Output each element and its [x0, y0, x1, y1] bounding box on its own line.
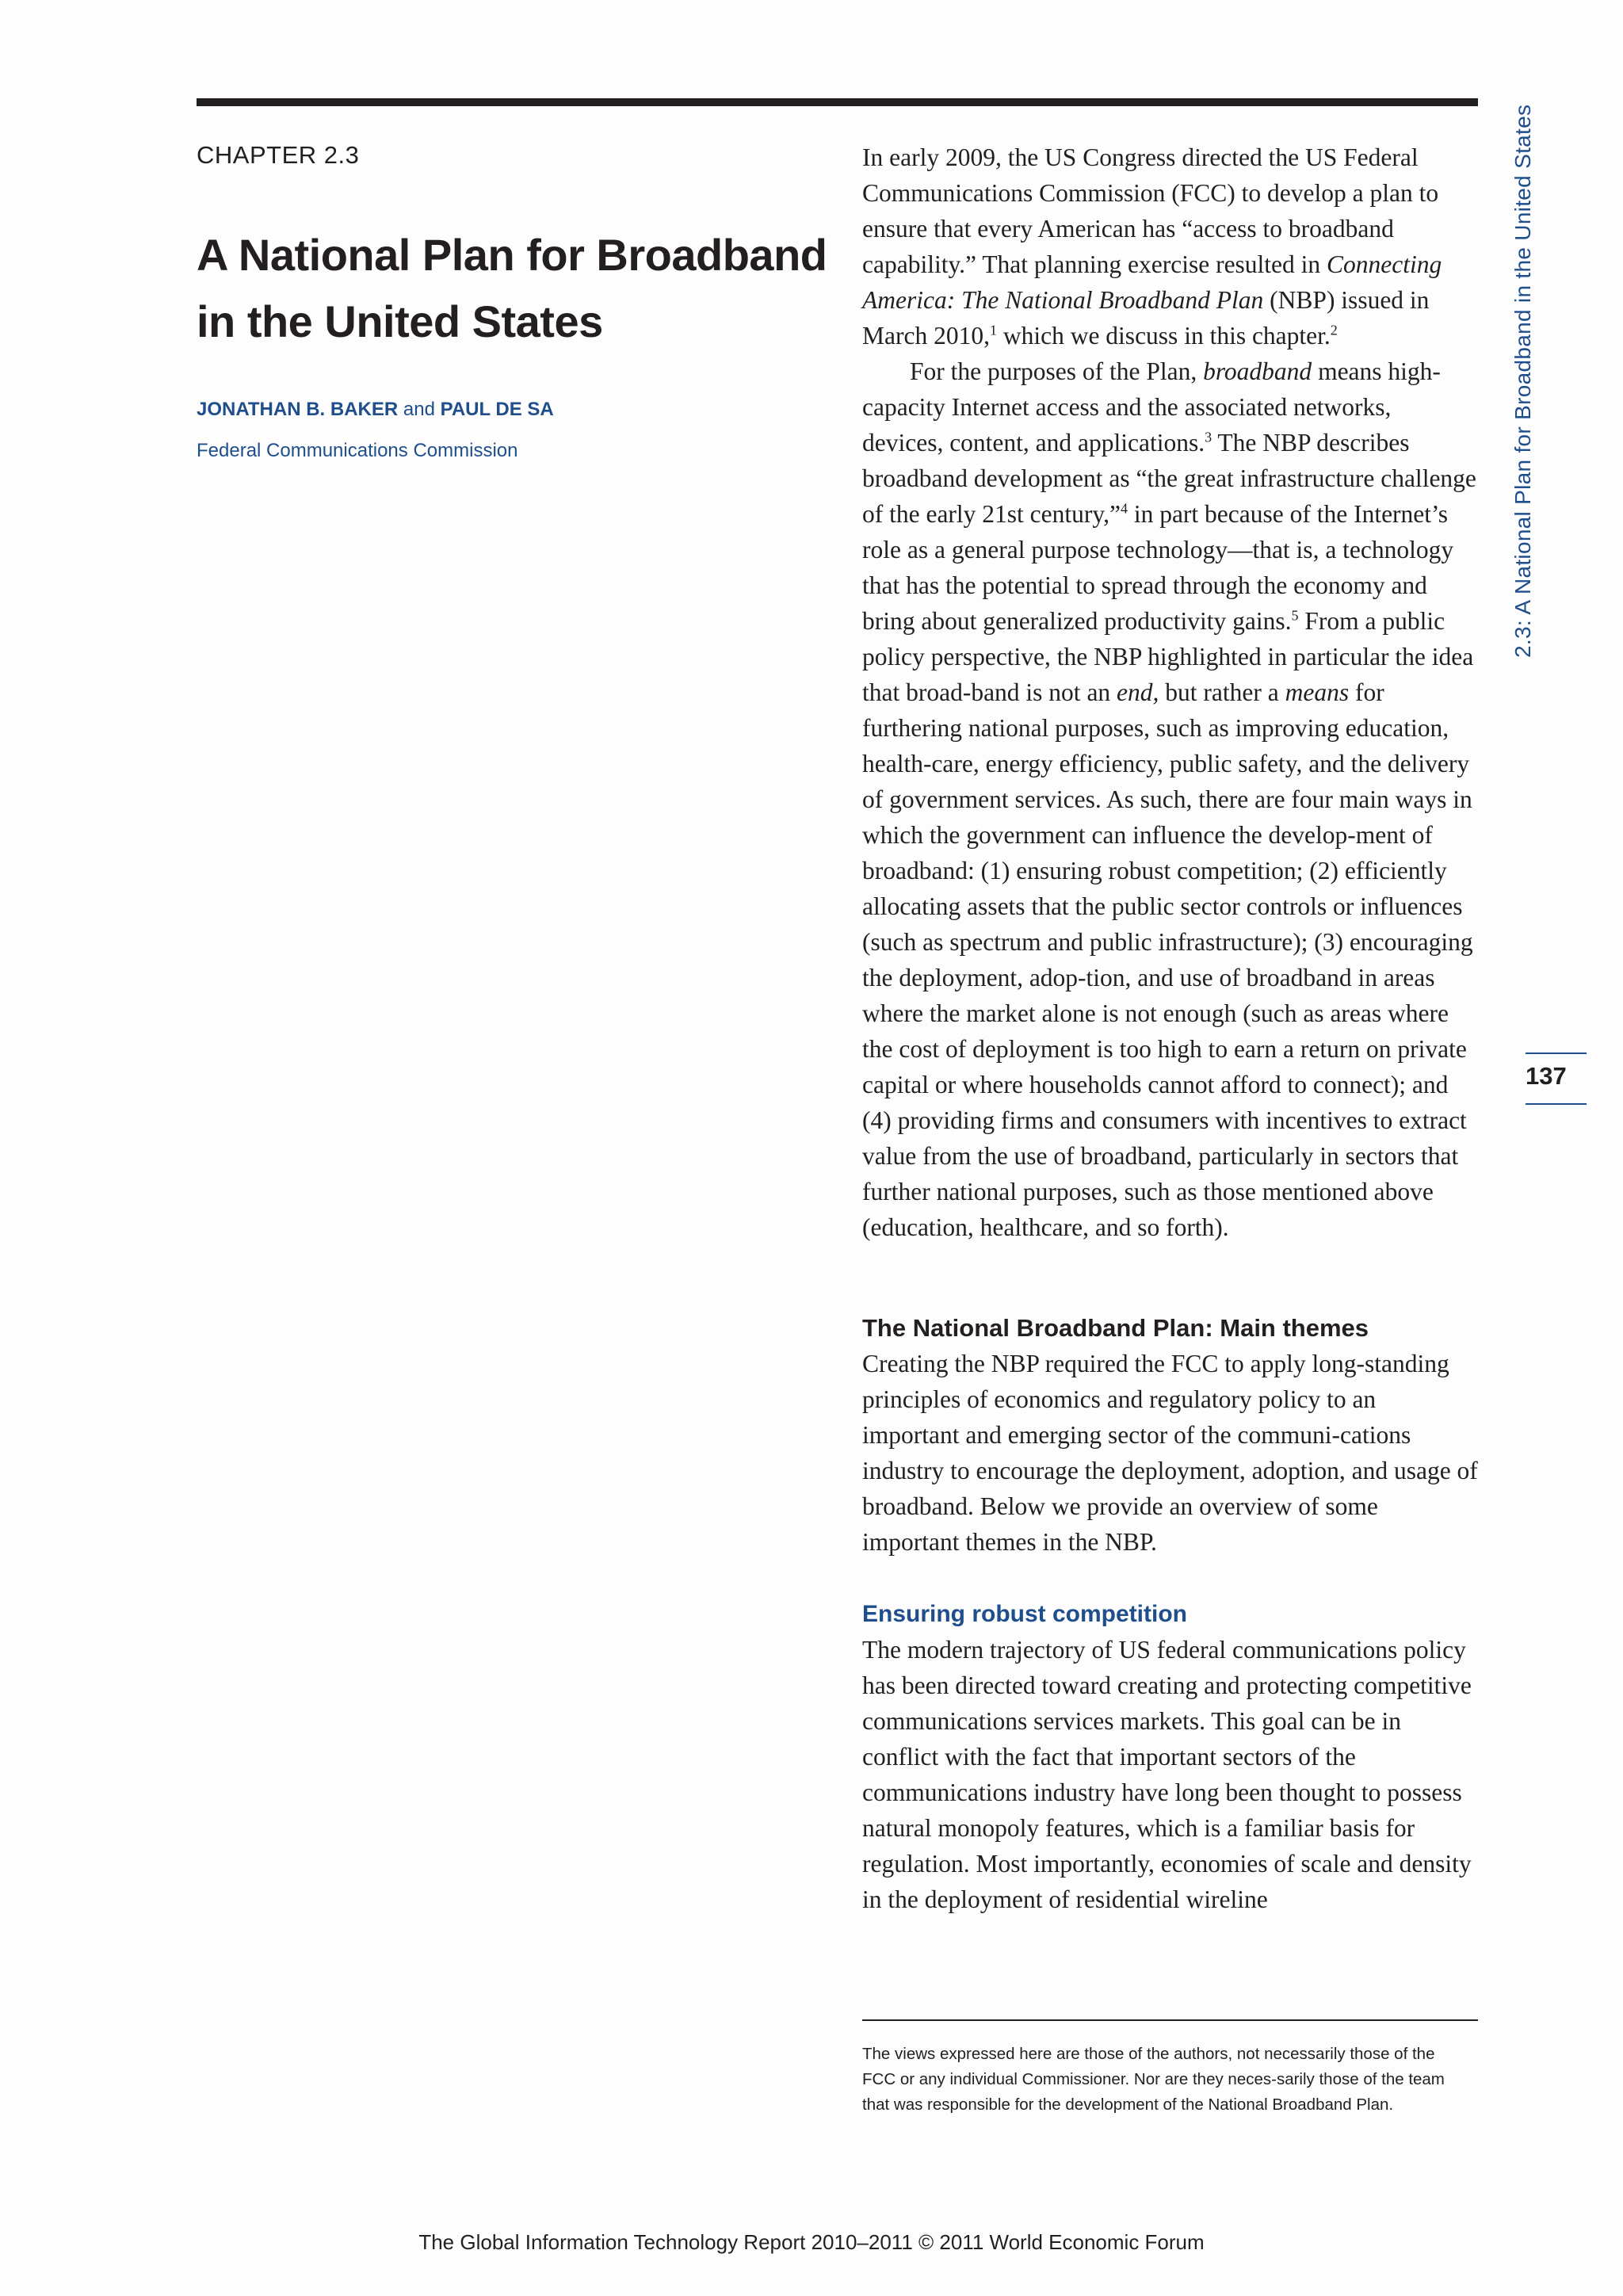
footnote-ref: 2	[1330, 322, 1338, 338]
top-rule	[197, 98, 1478, 106]
author-1: JONATHAN B. BAKER	[197, 399, 399, 420]
paragraph-2: For the purposes of the Plan, broadband means high-capacity Internet access and the associated networks, devices, content, and applications.$^3$ The NBP describes broadband development as “the great infrastructure challenge of the early 21st century,”$^4$ in part because of the Internet’s role as a general purpose technology—that is, a technology that has the potential to spread through the economy and bring about generalized productivity gains.$^5$ From a public policy perspective, the NBP highlighted in particular the idea that broad-band is not an end, but rather a means for furthering national purposes, such as improving education, health-care, energy efficiency, public safety, and the delivery of government services. As such, there are four main ways in which the government can influence the develop-ment of broadband: (1) ensuring robust competition; (2) efficiently allocating assets that the public sector controls or influences (such as spectrum and public infrastructure); (3) encouraging the deployment, adop-tion, and use of broadband in areas where the market alone is not enough (such as areas where the cost of deployment is too high to earn a return on private capital or where households cannot afford to connect); and (4) providing firms and consumers with incentives to extract value from the use of broadband, particularly in sectors that further national purposes, such as those mentioned above (education, healthcare, and so forth).	[862, 357, 1476, 1241]
page-footer: The Global Information Technology Report 2010–2011 © 2011 World Economic Forum	[418, 2230, 1205, 2254]
chapter-label: CHAPTER 2.3	[197, 141, 360, 169]
paragraph-3: Creating the NBP required the FCC to apply long-standing principles of economics and regulatory policy to an important and emerging sector of the communi-cations industry to encourage the deployment, adoption, and usage of broadband. Below we provide an overview of some important themes in the NBP.	[862, 1350, 1478, 1556]
main-text	[862, 139, 1478, 1917]
paragraph-1: In early 2009, the US Congress directed the US Federal Communications Commission (FCC) to develop a plan to ensure that every American has “access to broadband capability.” That planning exercise resulted in Connecting America: The National Broadband Plan (NBP) issued in March 2010,$^1$ which we discuss in this chapter.$^2$	[862, 143, 1442, 350]
page-number-rule-top	[1526, 1052, 1587, 1054]
footnote: The views expressed here are those of the authors, not necessarily those of the FCC or any individual Commissioner. Nor are they neces-sarily those of the team that was responsible for the development of the National Broadband Plan.	[862, 2045, 1445, 2114]
footnote-ref: 1	[989, 322, 997, 338]
affiliation: Federal Communications Commission	[197, 440, 518, 461]
footnote-rule	[862, 2019, 1478, 2021]
footnote-ref: 5	[1291, 607, 1299, 624]
sub-heading: Ensuring robust competition	[862, 1601, 1187, 1627]
page-number-rule-bottom	[1526, 1103, 1587, 1105]
page-number: 137	[1526, 1062, 1567, 1090]
section-heading: The National Broadband Plan: Main themes	[862, 1314, 1369, 1342]
chapter-header	[197, 141, 831, 462]
author-2: PAUL DE SA	[440, 399, 554, 420]
chapter-title: A National Plan for Broadband in the United States	[197, 230, 827, 346]
footnote-ref: 3	[1205, 429, 1212, 445]
running-head-text: 2.3: A National Plan for Broadband in the United States	[1510, 104, 1535, 658]
paragraph-4: The modern trajectory of US federal communications policy has been directed toward creating and protecting competitive communications services markets. This goal can be in conflict with the fact that important sectors of the communications industry have long been thought to possess natural monopoly features, which is a familiar basis for regulation. Most importantly, economies of scale and density in the deployment of residential wireline	[862, 1636, 1472, 1913]
footnote-ref: 4	[1120, 500, 1128, 517]
author-join: and	[403, 399, 435, 420]
authors	[197, 399, 831, 421]
